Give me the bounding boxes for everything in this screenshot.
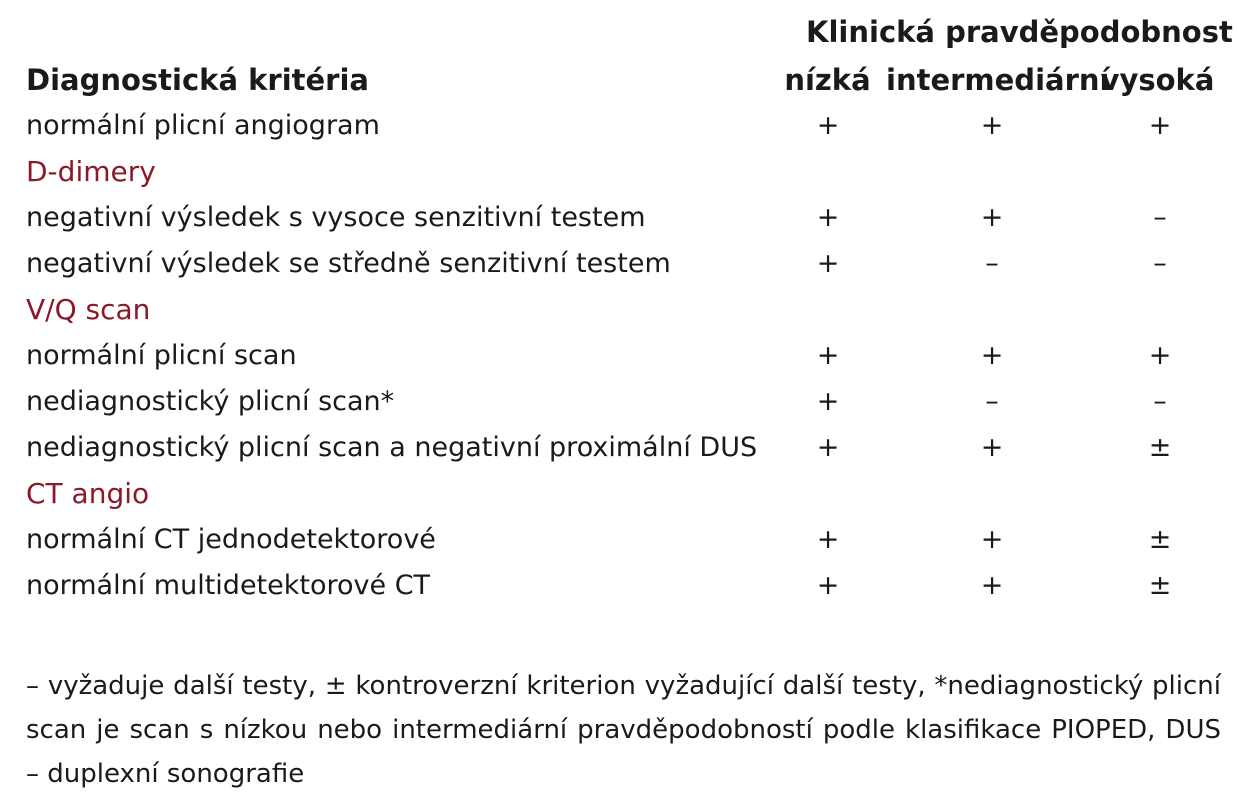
criterion-label: normální CT jednodetektorové (26, 524, 436, 555)
criterion-label: normální plicní angiogram (26, 110, 380, 141)
section-heading-row (0, 152, 1239, 198)
criterion-label: nediagnostický plicní scan a negativní proximální DUS (26, 432, 758, 463)
mark-high: ± (1148, 570, 1172, 601)
mark-high: ± (1148, 432, 1172, 463)
mark-intermediate: – (985, 248, 999, 279)
probability-group-header: Klinická pravděpodobnost (806, 15, 1233, 49)
criterion-label: negativní výsledek s vysoce senzitivní testem (26, 202, 646, 233)
column-header-intermediate: intermediární (886, 63, 1110, 97)
mark-high: – (1153, 386, 1167, 417)
section-heading-row (0, 474, 1239, 520)
mark-intermediate: + (980, 202, 1004, 233)
criterion-label: normální plicní scan (26, 340, 297, 371)
mark-intermediate: + (980, 110, 1004, 141)
mark-intermediate: + (980, 340, 1004, 371)
mark-high: ± (1148, 524, 1172, 555)
mark-low: + (816, 432, 840, 463)
section-heading: CT angio (26, 477, 150, 510)
table-footnote: – vyžaduje další testy, ± kontroverzní kriterion vyžadující další testy, *nediagnostický plicní scan je scan s nízkou nebo intermediární pravděpodobností podle klasifikace PIOPED, DUS – duplexní sonografie (26, 671, 1221, 789)
table-row (0, 382, 1239, 428)
criterion-label: normální multidetektorové CT (26, 570, 431, 601)
mark-intermediate: + (980, 570, 1004, 601)
mark-low: + (816, 340, 840, 371)
mark-low: + (816, 202, 840, 233)
mark-low: + (816, 524, 840, 555)
table-row (0, 520, 1239, 566)
mark-high: + (1148, 340, 1172, 371)
criterion-label: negativní výsledek se středně senzitivní testem (26, 248, 671, 279)
mark-high: + (1148, 110, 1172, 141)
table-row (0, 244, 1239, 290)
criteria-column-header: Diagnostická kritéria (26, 63, 369, 97)
table-row (0, 336, 1239, 382)
mark-low: + (816, 110, 840, 141)
column-header-high: vysoká (1100, 63, 1215, 97)
mark-low: + (816, 570, 840, 601)
mark-intermediate: + (980, 524, 1004, 555)
mark-low: + (816, 248, 840, 279)
table-row (0, 428, 1239, 474)
table-row (0, 566, 1239, 612)
table-row (0, 198, 1239, 244)
mark-high: – (1153, 202, 1167, 233)
mark-intermediate: – (985, 386, 999, 417)
section-heading: D-dimery (26, 155, 156, 188)
mark-high: – (1153, 248, 1167, 279)
mark-intermediate: + (980, 432, 1004, 463)
criteria-table-body (0, 106, 1239, 612)
table-row (0, 106, 1239, 152)
section-heading: V/Q scan (26, 293, 151, 326)
column-header-low: nízká (784, 63, 871, 97)
mark-low: + (816, 386, 840, 417)
section-heading-row (0, 290, 1239, 336)
criterion-label: nediagnostický plicní scan* (26, 386, 395, 417)
